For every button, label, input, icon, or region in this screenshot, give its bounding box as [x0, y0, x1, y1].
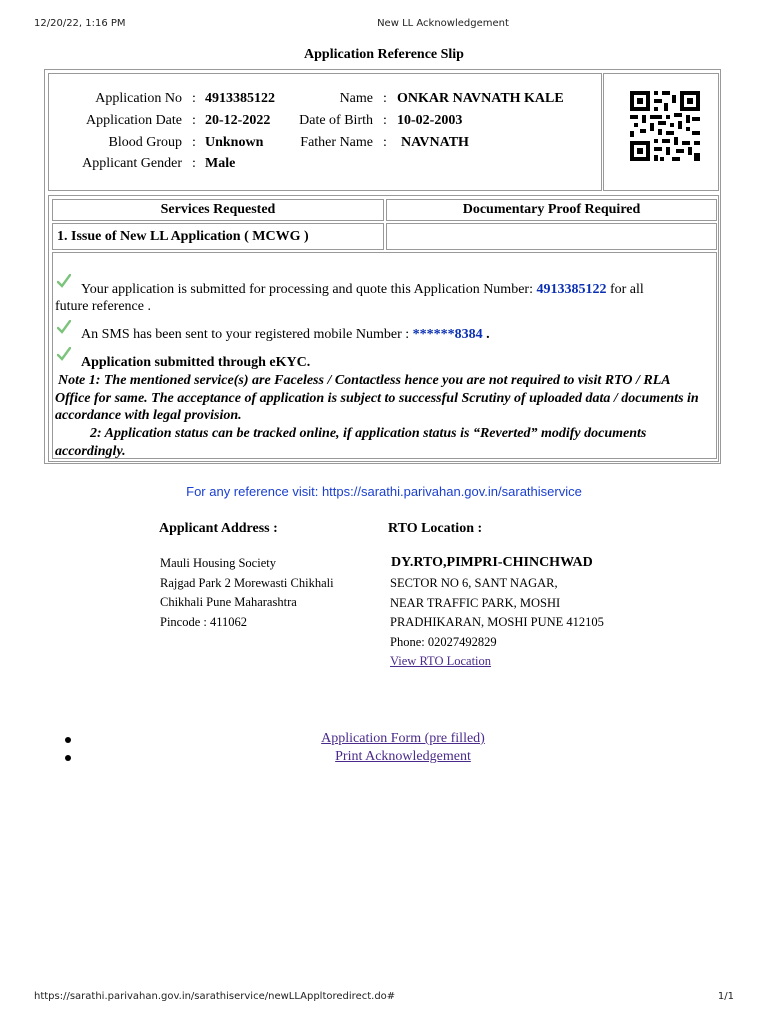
check-icon [57, 347, 71, 361]
print-acknowledgement-link[interactable]: Print Acknowledgement [335, 749, 471, 764]
submission-suffix: for all [609, 282, 644, 297]
father-name-value: NAVNATH [401, 135, 469, 150]
sms-suffix: . [486, 327, 490, 342]
application-no-value: 4913385122 [205, 91, 275, 106]
qr-code-icon [630, 91, 700, 161]
check-icon [57, 274, 71, 288]
view-rto-location-link[interactable]: View RTO Location [390, 654, 492, 668]
rto-name: DY.RTO,PIMPRI-CHINCHWAD [391, 555, 593, 570]
blood-group-label: Blood Group [108, 135, 182, 150]
service-row-item: 1. Issue of New LL Application ( MCWG ) [52, 223, 384, 250]
colon: : [192, 113, 196, 128]
colon: : [192, 91, 196, 106]
dob-label: Date of Birth [299, 113, 373, 128]
name-value: ONKAR NAVNATH KALE [397, 91, 564, 106]
colon: : [383, 113, 387, 128]
ekyc-message: Application submitted through eKYC. [81, 355, 311, 370]
father-name-label: Father Name [300, 135, 373, 150]
print-url: https://sarathi.parivahan.gov.in/sarathiservice/newLLAppltoredirect.do# [34, 991, 396, 1002]
colon: : [383, 135, 387, 150]
colon: : [383, 91, 387, 106]
sms-number: ******8384 [412, 327, 483, 342]
service-row-proof [386, 223, 717, 250]
application-date-value: 20-12-2022 [205, 113, 271, 128]
dob-value: 10-02-2003 [397, 113, 463, 128]
applicant-address [160, 554, 334, 632]
submission-line2: future reference . [55, 299, 151, 314]
print-page-title: New LL Acknowledgement [377, 18, 509, 29]
application-date-label: Application Date [85, 113, 182, 128]
gender-label: Applicant Gender [82, 156, 182, 171]
rto-phone: Phone: 02027492829 [390, 634, 497, 649]
submission-message [81, 281, 701, 298]
qr-box [603, 73, 719, 191]
sms-message [81, 326, 490, 343]
rto-address [390, 574, 604, 672]
sms-text: An SMS has been sent to your registered mobile Number : [81, 327, 410, 342]
address-pincode: Pincode : 411062 [160, 614, 248, 629]
address-line: Mauli Housing Society [160, 556, 276, 570]
application-form-link[interactable]: Application Form (pre filled) [321, 731, 485, 746]
gender-value: Male [205, 156, 236, 171]
documentary-proof-header: Documentary Proof Required [386, 199, 717, 221]
note-1: Note 1: The mentioned service(s) are Faceless / Contactless hence you are not required to visit RTO / RLA Office for same. The acceptance of application is subject to successful Scrutiny of uploaded data / documents in accordance with legal provision. [55, 373, 699, 423]
note-2: 2: Application status can be tracked online, if application status is “Reverted” modify documents accordingly. [55, 426, 647, 459]
rto-address-line: PRADHIKARAN, MOSHI PUNE 412105 [390, 615, 604, 629]
colon: : [192, 156, 196, 171]
print-page-count: 1/1 [717, 991, 734, 1002]
address-line: Chikhali Pune Maharashtra [160, 595, 297, 609]
print-datetime: 12/20/22, 1:16 PM [34, 18, 126, 29]
slip-title: Application Reference Slip [304, 47, 464, 62]
blood-group-value: Unknown [205, 135, 264, 150]
check-icon [57, 320, 71, 334]
rto-address-line: NEAR TRAFFIC PARK, MOSHI [390, 595, 561, 610]
rto-location-heading: RTO Location : [388, 521, 483, 536]
application-no-label: Application No [95, 91, 182, 106]
submission-app-number: 4913385122 [536, 282, 607, 297]
rto-address-line: SECTOR NO 6, SANT NAGAR, [390, 576, 558, 590]
reference-visit-text: For any reference visit: https://sarathi.parivahan.gov.in/sarathiservice [186, 484, 582, 499]
applicant-address-heading: Applicant Address : [159, 521, 278, 536]
submission-text: Your application is submitted for processing and quote this Application Number: [81, 282, 533, 297]
colon: : [192, 135, 196, 150]
name-label: Name [339, 91, 373, 106]
address-line: Rajgad Park 2 Morewasti Chikhali [160, 575, 334, 590]
services-requested-header: Services Requested [52, 199, 384, 221]
